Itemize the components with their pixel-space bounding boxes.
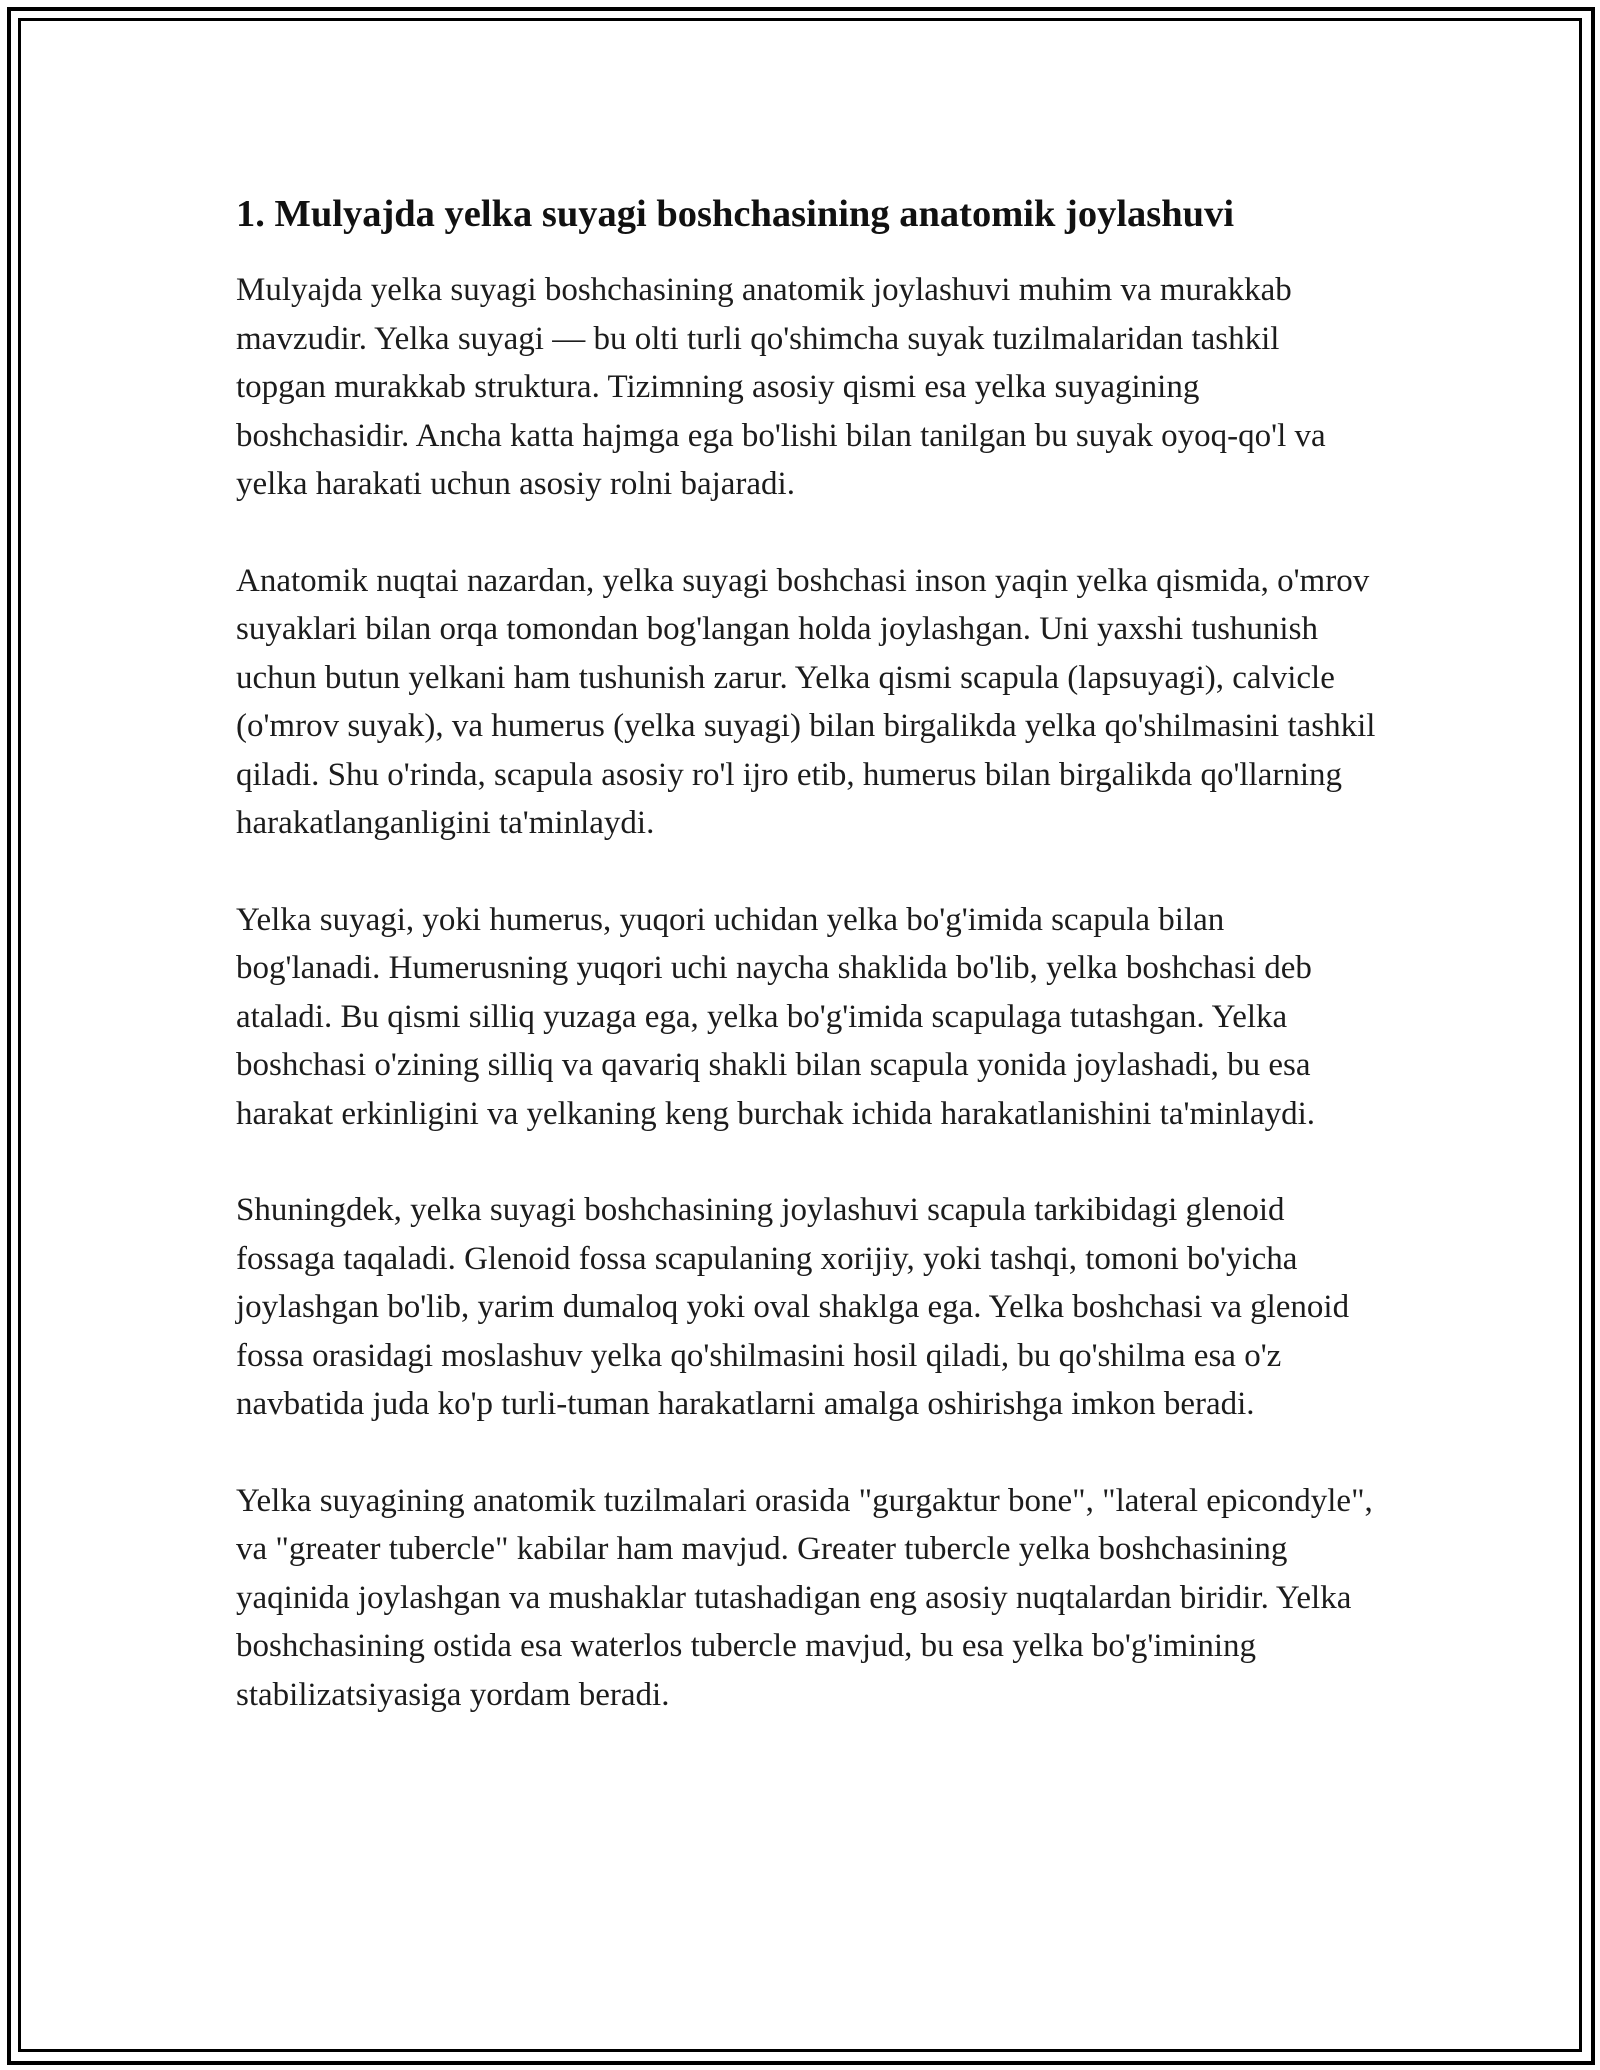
paragraph-2: Anatomik nuqtai nazardan, yelka suyagi boshchasi inson yaqin yelka qismida, o'mrov suyaklari bilan orqa tomondan bog'langan holda joylashgan. Uni yaxshi tushunish uchun butun yelkani ham tushunish zarur. Yelka qismi scapula (lapsuyagi), calvicle (o'mrov suyak), va humerus (yelka suyagi) bilan birgalikda yelka qo'shilmasini tashkil qiladi. Shu o'rinda, scapula asosiy ro'l ijro etib, humerus bilan birgalikda qo'llarning harakatlanganligini ta'minlaydi. [236, 562, 1376, 841]
document-body [236, 188, 1376, 1767]
paragraph-3: Yelka suyagi, yoki humerus, yuqori uchidan yelka bo'g'imida scapula bilan bog'lanadi. Humerusning yuqori uchi naycha shaklida bo'lib, yelka boshchasi deb ataladi. Bu qismi silliq yuzaga ega, yelka bo'g'imida scapulaga tutashgan. Yelka boshchasi o'zining silliq va qavariq shakli bilan scapula yonida joylashadi, bu esa harakat erkinligini va yelkaning keng burchak ichida harakatlanishini ta'minlaydi. [236, 901, 1316, 1132]
section-heading: 1. Mulyajda yelka suyagi boshchasining anatomik joylashuvi [236, 193, 1235, 235]
paragraph-1: Mulyajda yelka suyagi boshchasining anatomik joylashuvi muhim va murakkab mavzudir. Yelka suyagi — bu olti turli qo'shimcha suyak tuzilmalaridan tashkil topgan murakkab struktura. Tizimning asosiy qismi esa yelka suyagining boshchasidir. Ancha katta hajmga ega bo'lishi bilan tanilgan bu suyak oyoq-qo'l va yelka harakati uchun asosiy rolni bajaradi. [236, 272, 1326, 502]
paragraph-5: Yelka suyagining anatomik tuzilmalari orasida "gurgaktur bone", "lateral epicondyle", va "greater tubercle" kabilar ham mavjud. Greater tubercle yelka boshchasining yaqinida joylashgan va mushaklar tutashadigan eng asosiy nuqtalardan biridir. Yelka boshchasining ostida esa waterlos tubercle mavjud, bu esa yelka bo'g'imining stabilizatsiyasiga yordam beradi. [236, 1482, 1373, 1713]
paragraph-4: Shuningdek, yelka suyagi boshchasining joylashuvi scapula tarkibidagi glenoid fossaga taqaladi. Glenoid fossa scapulaning xorijiy, yoki tashqi, tomoni bo'yicha joylashgan bo'lib, yarim dumaloq yoki oval shaklga ega. Yelka boshchasi va glenoid fossa orasidagi moslashuv yelka qo'shilmasini hosil qiladi, bu qo'shilma esa o'z navbatida juda ko'p turli-tuman harakatlarni amalga oshirishga imkon beradi. [236, 1192, 1350, 1422]
